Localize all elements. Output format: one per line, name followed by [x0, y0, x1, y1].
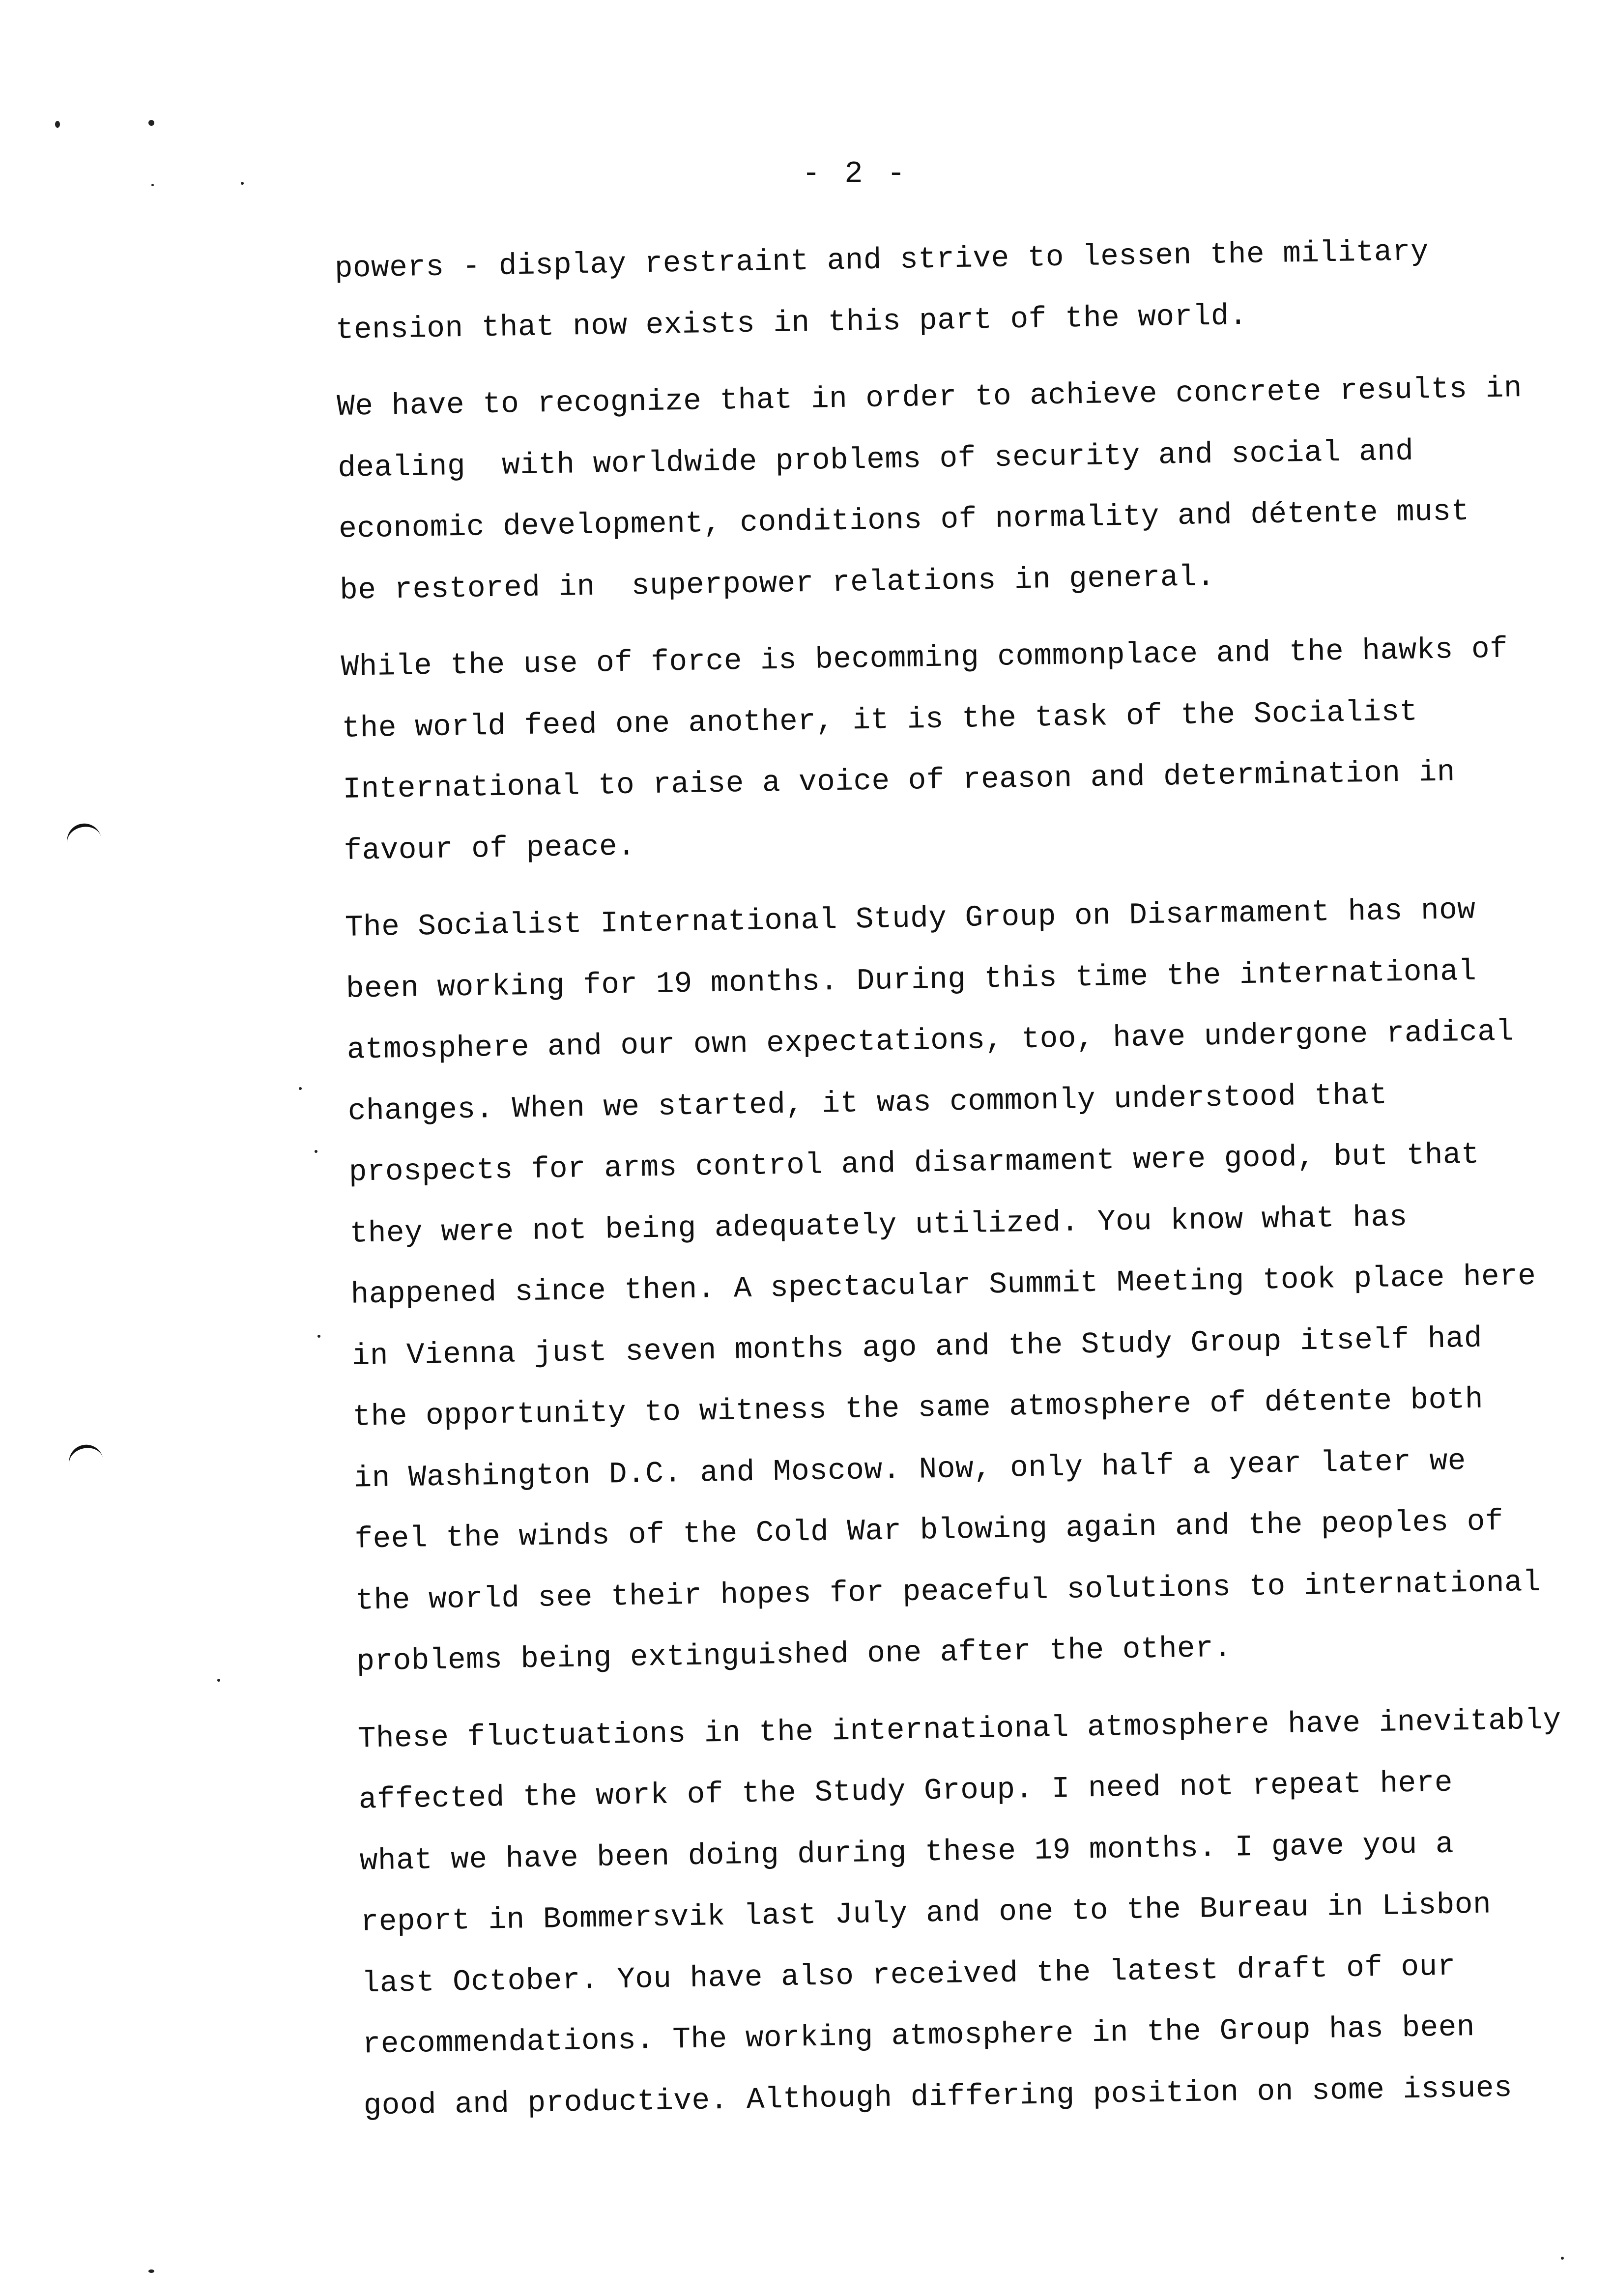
margin-mark: [66, 1441, 104, 1471]
paragraph: [341, 617, 1612, 882]
text-line: they were not being adequately utilized. You know what has: [349, 1200, 1408, 1251]
text-line: We have to recognize that in order to achieve concrete results in: [336, 372, 1523, 424]
text-line: The Socialist International Study Group on Disarmament has now: [345, 893, 1476, 945]
text-line: be restored in superpower relations in general.: [339, 560, 1215, 608]
document-body: [334, 219, 1612, 2152]
text-line: problems being extinguished one after the other.: [356, 1631, 1232, 1679]
text-line: the opportunity to witness the same atmosphere of détente both: [352, 1382, 1484, 1435]
scan-speck: [317, 1335, 320, 1338]
text-line: been working for 19 months. During this time the international: [345, 954, 1477, 1006]
scan-speck: [1561, 2257, 1564, 2260]
paragraph: [345, 878, 1612, 1693]
text-line: atmosphere and our own expectations, too, have undergone radical: [346, 1015, 1514, 1067]
text-line: affected the work of the Study Group. I need not repeat here: [358, 1766, 1453, 1817]
text-line: prospects for arms control and disarmament were good, but that: [348, 1138, 1480, 1190]
text-line: last October. You have also received the latest draft of our: [361, 1950, 1456, 2001]
page-number: - 2 -: [802, 156, 909, 191]
text-line: dealing with worldwide problems of security and social and: [337, 434, 1414, 486]
scan-speck: [148, 2269, 154, 2273]
paragraph: [334, 219, 1612, 361]
scan-speck: [55, 121, 60, 128]
text-line: While the use of force is becomming commonplace and the hawks of: [341, 632, 1508, 685]
text-line: powers - display restraint and strive to lessen the military: [334, 235, 1429, 286]
text-line: recommendations. The working atmosphere in the Group has been: [362, 2010, 1475, 2062]
scan-speck: [299, 1087, 302, 1090]
paragraph: [357, 1689, 1612, 2137]
text-line: feel the winds of the Cold War blowing again and the peoples of: [354, 1504, 1504, 1557]
scan-speck: [217, 1679, 220, 1682]
text-line: favour of peace.: [344, 830, 636, 868]
text-line: the world feed one another, it is the task of the Socialist: [342, 694, 1418, 746]
text-line: tension that now exists in this part of the world.: [335, 299, 1248, 347]
text-line: the world see their hopes for peaceful solutions to international: [355, 1565, 1541, 1618]
text-line: International to raise a voice of reason and determination in: [343, 755, 1456, 807]
text-line: in Vienna just seven months ago and the Study Group itself had: [351, 1321, 1483, 1374]
text-line: in Washington D.C. and Moscow. Now, only half a year later we: [353, 1444, 1467, 1496]
scan-speck: [315, 1150, 317, 1153]
text-line: good and productive. Although differing position on some issues: [363, 2071, 1513, 2124]
scan-speck: [148, 120, 154, 126]
text-line: These fluctuations in the international atmosphere have inevitably: [357, 1703, 1562, 1756]
margin-mark: [64, 820, 102, 850]
paragraph: [336, 357, 1612, 622]
text-line: economic development, conditions of normality and détente must: [338, 494, 1470, 546]
text-line: happened since then. A spectacular Summit Meeting took place here: [350, 1259, 1536, 1312]
text-line: changes. When we started, it was commonly understood that: [347, 1078, 1388, 1129]
text-line: report in Bommersvik last July and one to the Bureau in Lisbon: [360, 1888, 1492, 1940]
text-line: what we have been doing during these 19 months. I gave you a: [359, 1827, 1454, 1879]
